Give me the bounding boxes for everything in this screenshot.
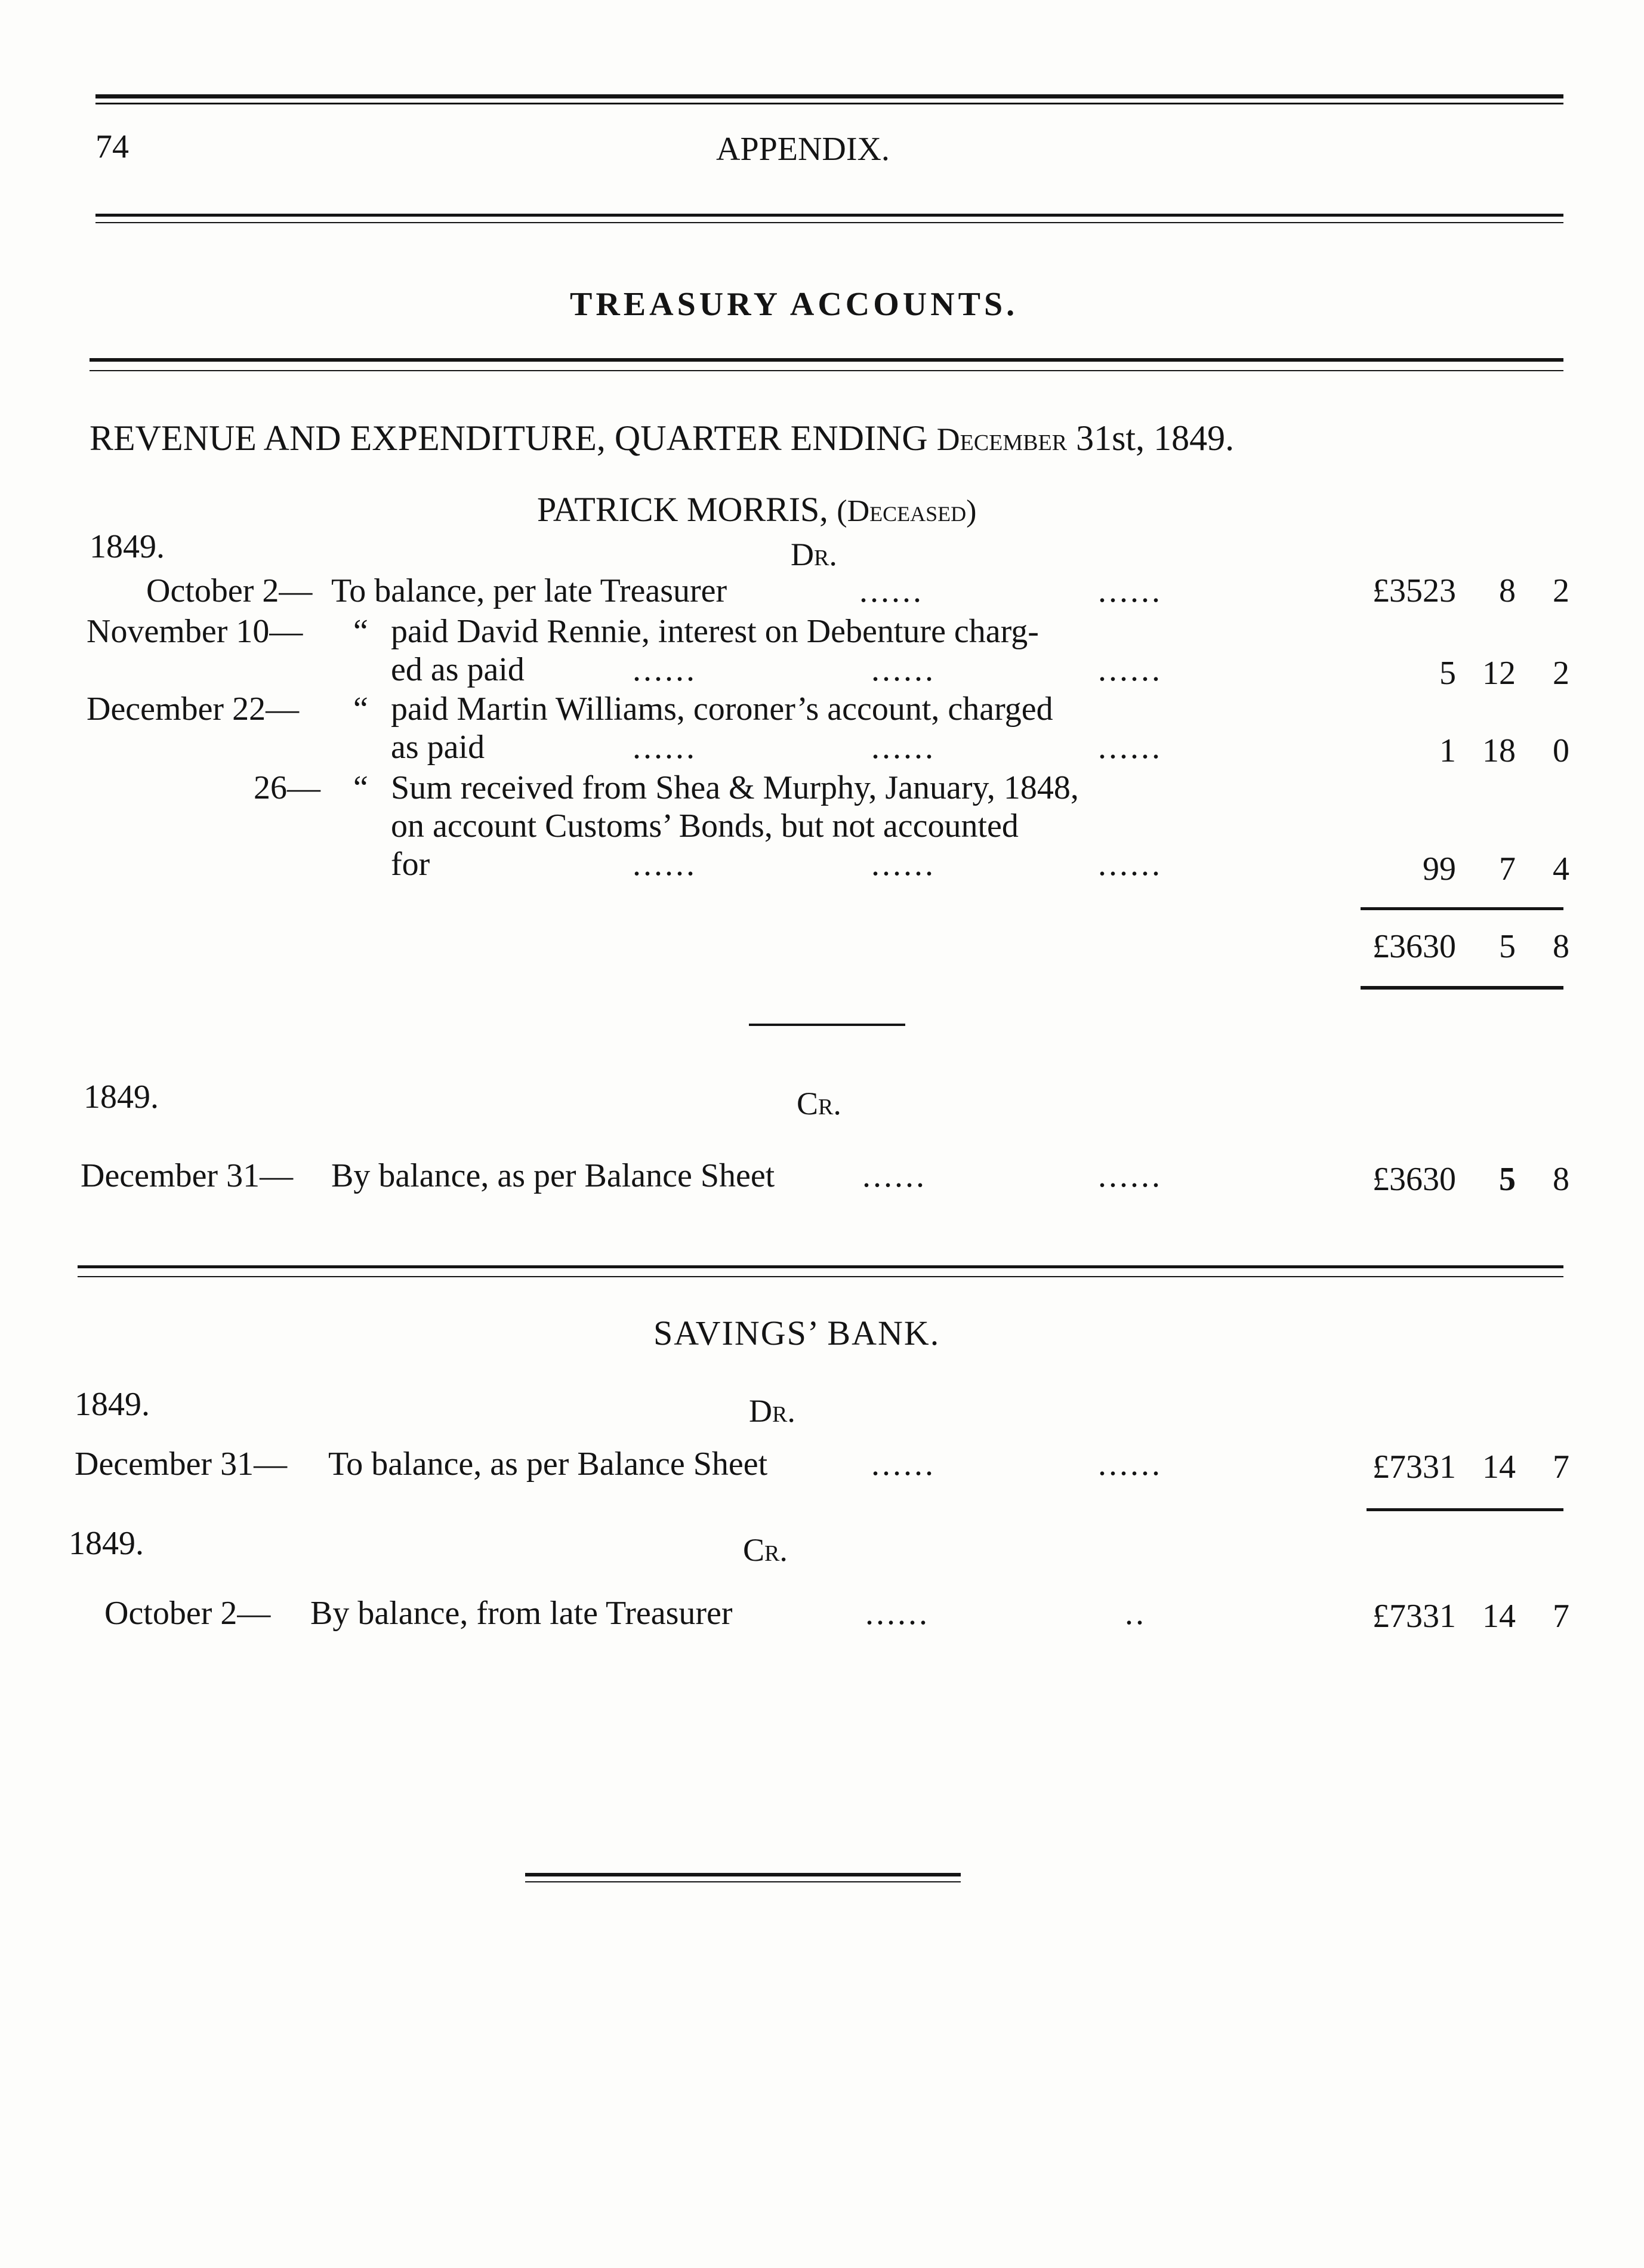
amount-pence: 2 [1553, 572, 1569, 609]
revenue-heading-text: REVENUE AND EXPENDITURE, QUARTER ENDING [90, 418, 928, 458]
amount-pence: 4 [1553, 850, 1569, 888]
savings-rule [78, 1265, 1563, 1268]
dr-label: Dr. [791, 537, 837, 572]
entry-date: November 10— [87, 613, 303, 650]
amount-shillings: 7 [1499, 850, 1516, 888]
leader-dots: ...... [871, 651, 936, 688]
entry-text: as paid [391, 729, 485, 766]
account-heading [537, 489, 976, 529]
entry-date: October 2— [146, 572, 313, 609]
head-rule-thin [95, 222, 1563, 223]
revenue-heading-date: 31st, 1849. [1076, 418, 1235, 458]
amount-pounds: £7331 [1372, 1598, 1456, 1635]
cr-year: 1849. [84, 1078, 159, 1115]
amount-pounds: £3630 [1372, 1161, 1456, 1198]
leader-dots: ...... [633, 651, 697, 688]
separator-rule [749, 1024, 905, 1026]
leader-dots: ...... [871, 846, 936, 883]
savings-title: SAVINGS’ BANK. [653, 1314, 940, 1352]
amount-pence: 8 [1553, 1161, 1569, 1198]
entry-date: October 2— [104, 1595, 271, 1632]
ditto-mark: “ [353, 613, 368, 650]
savings-dr-label: Dr. [749, 1393, 795, 1429]
head-rule [95, 214, 1563, 217]
amount-shillings: 18 [1482, 732, 1516, 769]
amount-shillings: 14 [1482, 1449, 1516, 1486]
total-pence: 8 [1553, 928, 1569, 965]
entry-text: By balance, from late Treasurer [310, 1595, 733, 1632]
entry-date: December 31— [81, 1157, 294, 1194]
title-rule-thin [90, 370, 1563, 371]
leader-dots: .. [1125, 1595, 1146, 1632]
entry-text: Sum received from Shea & Murphy, January, 1848, [391, 769, 1079, 806]
section-title: TREASURY ACCOUNTS. [570, 286, 1019, 323]
account-name: PATRICK MORRIS, [537, 490, 828, 529]
amount-pence: 0 [1553, 732, 1569, 769]
entry-text: paid David Rennie, interest on Debenture charg- [391, 613, 1039, 650]
leader-dots: ...... [862, 1157, 927, 1194]
entry-text: ed as paid [391, 651, 525, 688]
leader-dots: ...... [1098, 1446, 1162, 1483]
leader-dots: ...... [1098, 1157, 1162, 1194]
page-number: 74 [95, 128, 129, 165]
leader-dots: ...... [871, 729, 936, 766]
leader-dots: ...... [1098, 846, 1162, 883]
entry-text: paid Martin Williams, coroner’s account, charged [391, 691, 1053, 728]
top-rule [95, 94, 1563, 98]
leader-dots: ...... [871, 1446, 936, 1483]
entry-text: To balance, as per Balance Sheet [328, 1446, 768, 1483]
amount-pounds: £3523 [1372, 572, 1456, 609]
entry-date: 26— [254, 769, 320, 806]
title-rule [90, 358, 1563, 362]
total-rule [1361, 907, 1563, 910]
entry-date: December 22— [87, 691, 300, 728]
leader-dots: ...... [1098, 572, 1162, 609]
leader-dots: ...... [633, 729, 697, 766]
leader-dots: ...... [1098, 651, 1162, 688]
amount-pence: 2 [1553, 655, 1569, 692]
amount-pounds: 1 [1439, 732, 1456, 769]
entry-date: December 31— [75, 1446, 288, 1483]
leader-dots: ...... [1098, 729, 1162, 766]
leader-dots: ...... [859, 572, 924, 609]
total-pounds: £3630 [1372, 928, 1456, 965]
amount-pence: 7 [1553, 1449, 1569, 1486]
ditto-mark: “ [353, 769, 368, 806]
entry-text: By balance, as per Balance Sheet [331, 1157, 775, 1194]
savings-cr-year: 1849. [69, 1525, 144, 1562]
total-shillings: 5 [1499, 928, 1516, 965]
leader-dots: ...... [633, 846, 697, 883]
savings-total-rule [1367, 1508, 1563, 1511]
amount-pence: 7 [1553, 1598, 1569, 1635]
ditto-mark: “ [353, 691, 368, 728]
amount-pounds: 5 [1439, 655, 1456, 692]
entry-text: for [391, 846, 430, 883]
entry-text: To balance, per late Treasurer [331, 572, 727, 609]
cr-label: Cr. [797, 1086, 841, 1121]
leader-dots: ...... [865, 1595, 930, 1632]
amount-shillings: 12 [1482, 655, 1516, 692]
entry-text: on account Customs’ Bonds, but not accounted [391, 808, 1019, 845]
amount-pounds: 99 [1423, 850, 1456, 888]
running-head: APPENDIX. [716, 131, 890, 168]
amount-pounds: £7331 [1372, 1449, 1456, 1486]
total-double-rule [1361, 986, 1563, 990]
closing-rule-thin [525, 1881, 961, 1882]
amount-shillings: 5 [1499, 1161, 1516, 1198]
amount-shillings: 14 [1482, 1598, 1516, 1635]
savings-dr-year: 1849. [75, 1386, 150, 1423]
amount-shillings: 8 [1499, 572, 1516, 609]
savings-cr-label: Cr. [743, 1532, 788, 1568]
revenue-heading-month: December [936, 421, 1068, 457]
dr-year: 1849. [90, 528, 165, 565]
revenue-heading [90, 418, 1234, 459]
savings-rule-thin [78, 1276, 1563, 1277]
closing-rule [525, 1873, 961, 1876]
account-note: (Deceased) [837, 494, 977, 528]
top-rule-thin [95, 103, 1563, 104]
